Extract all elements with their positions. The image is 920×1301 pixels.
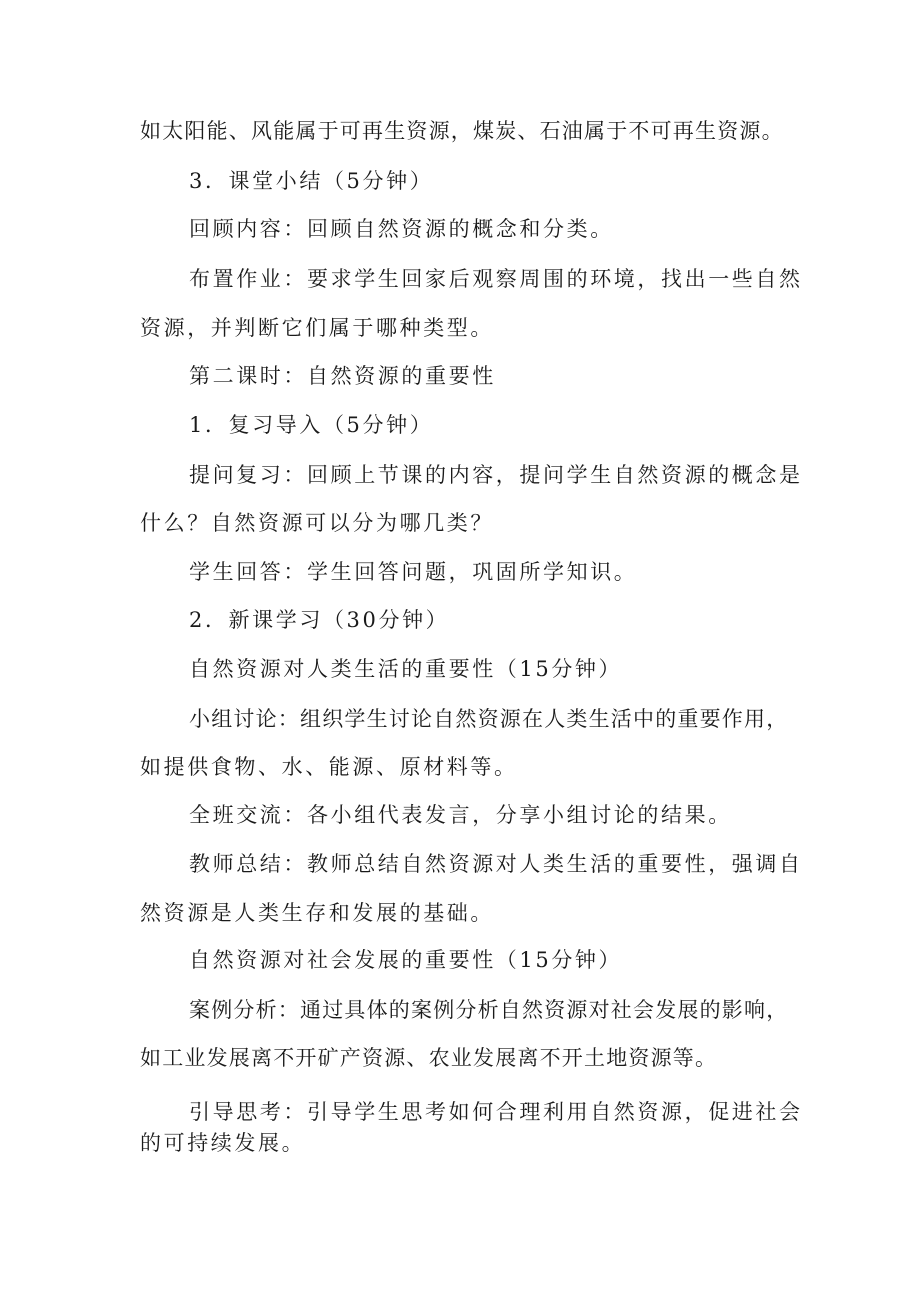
section-heading: 2．新课学习（30分钟） xyxy=(189,608,450,632)
paragraph-line: 资源，并判断它们属于哪种类型。 xyxy=(140,316,494,340)
paragraph-line: 引导思考：引导学生思考如何合理利用自然资源，促进社会 xyxy=(189,1100,803,1124)
paragraph-line: 案例分析：通过具体的案例分析自然资源对社会发展的影响， xyxy=(189,998,789,1022)
subsection-heading: 自然资源对社会发展的重要性（15分钟） xyxy=(189,948,623,972)
paragraph-line: 什么？自然资源可以分为哪几类？ xyxy=(140,511,494,535)
section-heading: 1．复习导入（5分钟） xyxy=(189,413,434,437)
paragraph-line: 布置作业：要求学生回家后观察周围的环境，找出一些自然 xyxy=(189,267,803,291)
paragraph-line: 小组讨论：组织学生讨论自然资源在人类生活中的重要作用， xyxy=(189,707,789,731)
paragraph-line: 如提供食物、水、能源、原材料等。 xyxy=(140,755,518,779)
paragraph-line: 回顾内容：回顾自然资源的概念和分类。 xyxy=(189,217,614,241)
paragraph-line: 然资源是人类生存和发展的基础。 xyxy=(140,901,494,925)
paragraph-line: 全班交流：各小组代表发言，分享小组讨论的结果。 xyxy=(189,803,732,827)
paragraph-line: 提问复习：回顾上节课的内容，提问学生自然资源的概念是 xyxy=(189,463,803,487)
paragraph-line: 的可持续发展。 xyxy=(140,1131,306,1155)
lesson-heading: 第二课时：自然资源的重要性 xyxy=(189,364,496,388)
subsection-heading: 自然资源对人类生活的重要性（15分钟） xyxy=(189,657,623,681)
paragraph-line: 学生回答：学生回答问题，巩固所学知识。 xyxy=(189,560,638,584)
section-heading: 3．课堂小结（5分钟） xyxy=(189,169,434,193)
paragraph-line: 如太阳能、风能属于可再生资源，煤炭、石油属于不可再生资源。 xyxy=(140,119,784,143)
paragraph-line: 教师总结：教师总结自然资源对人类生活的重要性，强调自 xyxy=(189,852,803,876)
paragraph-line: 如工业发展离不开矿产资源、农业发展离不开土地资源等。 xyxy=(140,1046,718,1070)
